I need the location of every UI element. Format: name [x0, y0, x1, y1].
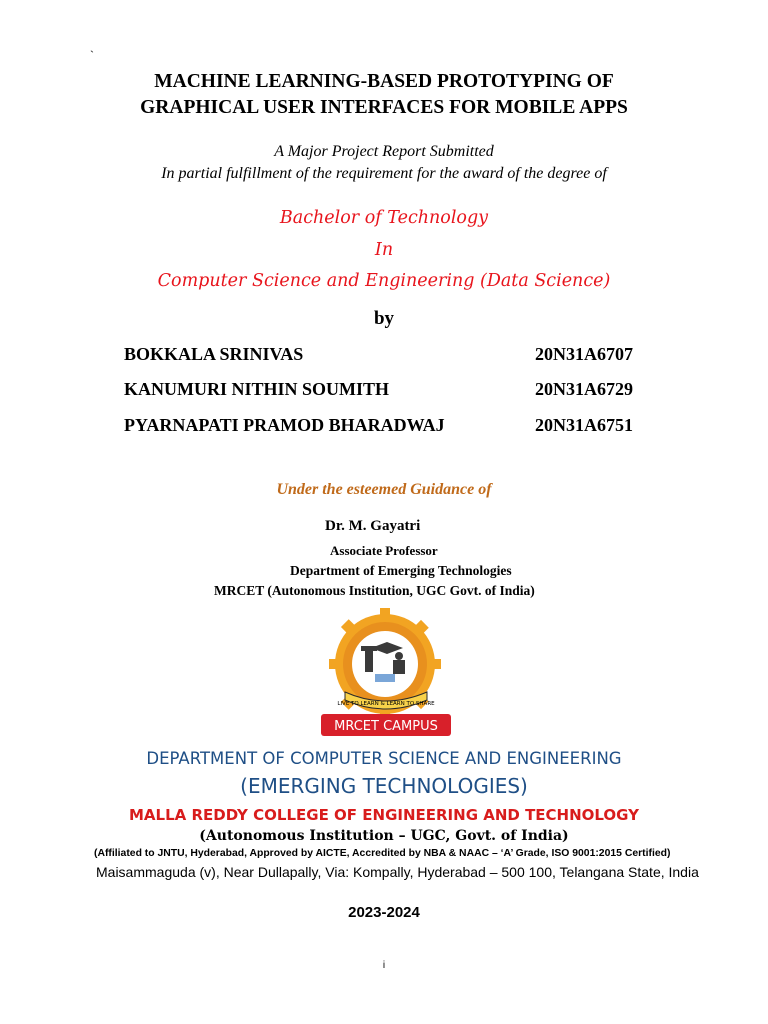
report-title-line2: GRAPHICAL USER INTERFACES FOR MOBILE APPS — [140, 97, 628, 118]
college-affiliation: (Affiliated to JNTU, Hyderabad, Approved by AICTE, Accredited by NBA & NAAC – ‘A’ Grade, ISO 9001:2015 Certified) — [94, 848, 671, 859]
student-name: KANUMURI NITHIN SOUMITH — [124, 379, 390, 399]
by-label: by — [373, 308, 395, 329]
guide-institution: MRCET (Autonomous Institution, UGC Govt. of India) — [214, 583, 535, 598]
degree-branch: Computer Science and Engineering (Data Science) — [157, 271, 611, 291]
college-status: (Autonomous Institution – UGC, Govt. of India) — [199, 828, 569, 844]
student-roll: 20N31A6707 — [535, 344, 633, 364]
guide-department: Department of Emerging Technologies — [290, 563, 512, 578]
report-title-line1: MACHINE LEARNING-BASED PROTOTYPING OF — [154, 71, 614, 92]
submission-line2: In partial fulfillment of the requirement for the award of the degree of — [161, 165, 607, 182]
guide-designation: Associate Professor — [330, 543, 438, 558]
student-roll: 20N31A6729 — [535, 379, 633, 399]
guidance-heading: Under the esteemed Guidance of — [276, 481, 492, 498]
logo-motto: LIVE TO LEARN & LEARN TO SHARE — [337, 701, 435, 707]
department-line2: (EMERGING TECHNOLOGIES) — [240, 774, 528, 798]
student-roll: 20N31A6751 — [535, 415, 633, 435]
submission-line1: A Major Project Report Submitted — [274, 143, 494, 160]
student-name: PYARNAPATI PRAMOD BHARADWAJ — [124, 415, 445, 435]
department-line1: DEPARTMENT OF COMPUTER SCIENCE AND ENGINEERING — [146, 749, 622, 768]
degree-in: In — [374, 240, 394, 260]
academic-year: 2023-2024 — [348, 904, 420, 921]
student-name: BOKKALA SRINIVAS — [124, 344, 304, 364]
degree-name: Bachelor of Technology — [279, 208, 489, 228]
college-name: MALLA REDDY COLLEGE OF ENGINEERING AND TECHNOLOGY — [128, 806, 640, 824]
logo-campus: MRCET CAMPUS — [334, 719, 438, 734]
header-mark: ` — [90, 48, 94, 62]
page-number: i — [382, 960, 386, 971]
guide-name: Dr. M. Gayatri — [325, 518, 421, 534]
college-logo — [317, 606, 457, 738]
college-address: Maisammaguda (v), Near Dullapally, Via: Kompally, Hyderabad – 500 100, Telangana State, India — [96, 864, 699, 880]
